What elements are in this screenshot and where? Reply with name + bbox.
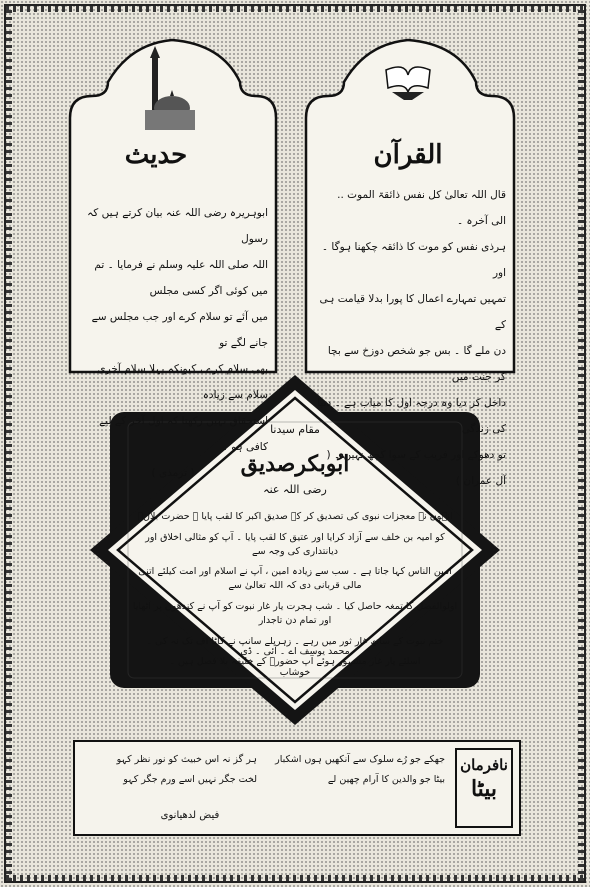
hadith-title: حدیث xyxy=(124,140,188,170)
quran-text xyxy=(314,182,506,494)
poem-line: جھکے جو رُے سلوک سے آنکھیں ہوں اشکبار xyxy=(275,754,445,765)
quran-line: ہرذی نفس کو موت کا ذائقہ چکھنا ہوگا ۔ اور xyxy=(321,241,506,279)
poem-line: لخت جگر نہیں اسے ورم جگر کہو xyxy=(123,774,257,785)
hadith-line: بھی سلام کرے ، کیونکہ پہلا سلام آخری سلام سے زیادہ xyxy=(97,363,268,401)
poem-verse-right xyxy=(275,750,445,790)
center-author-place: خوشاب xyxy=(279,667,311,678)
center-subtitle: مقام سیدنا xyxy=(270,423,320,436)
hadith-line: میں آئے تو سلام کرے اور جب مجلس سے جانے لگے تو xyxy=(91,311,268,349)
poem-verse-left xyxy=(87,750,257,790)
hadith-line: ابوہریرہ رضی اللہ عنہ بیان کرتے ہیں کہ رسول xyxy=(87,207,268,245)
hadith-line: استحقاق نہیں رکھتا کہ اول آخر کے لیے کافی ہو ۔ xyxy=(99,415,268,453)
poem-label-bottom: بیٹا xyxy=(470,776,498,802)
center-body-line: انہوں نے معجزات نبوی کی تصدیق کر کے صدیق اکبر کا لقب پایا ۔ حضرت بلالؓ xyxy=(137,511,453,522)
center-honorific: رضی اللہ عنہ xyxy=(263,483,327,496)
poem-box xyxy=(73,740,521,836)
center-body-line: کو امیہ بن خلف سے آزاد کرایا اور عتیق کا لقب پایا ۔ آپ کو مثالی اخلاق اور دیانتداری کی وجہ سے xyxy=(145,531,445,557)
poem-line: بیٹا جو والدین کا آرام چھین لے xyxy=(327,774,445,785)
hadith-citation: ( ترمذی ) xyxy=(151,467,195,479)
quran-line: قال اللہ تعالیٰ کل نفس ذائقۃ الموت .. xyxy=(337,189,506,201)
poem-line: ہر گز نہ اس خبیث کو نور نظر کہو xyxy=(116,754,257,765)
center-author: محمد یوسف اے ۔ آئی ۔ ڈی xyxy=(240,646,350,657)
center-body-line: اسلئے یار غار مشہور ہوئے آپ حضورؐ کے خلیفہ بلا فصل ہیں ۔ xyxy=(169,656,421,668)
quran-line: تو دھوکے اور فریب کے سوا کچھ نہیں ۔ ( آل عمران ) xyxy=(326,449,506,487)
quran-line: داخل کر دیا وہ درجہ اول کا میاب ہے ۔ دنیا کی زندگی xyxy=(317,397,506,435)
poet-name: فیض لدھیانوی xyxy=(160,810,220,821)
quran-line: دن ملے گا ۔ بس جو شخص دوزخ سے بچا کر جنت میں xyxy=(327,345,506,383)
quran-line: تمہیں تمہارے اعمال کا پورا بدلا قیامت ہی کے xyxy=(319,293,506,331)
center-body-line: ختم نبوت کے ساتھ غار ثور میں رہے ۔ زہریلے سانپ نے کاٹا اف تک نہ کی ۔ xyxy=(146,635,444,647)
center-body-line: اولوالفضل کا تمغہ حاصل کیا ۔ شب ہجرت یار غار نبوت کو آپ نے کندھوں پر اٹھایا اور تمام دن تاجدار xyxy=(132,601,458,627)
hadith-line: اللہ صلی اللہ علیہ وسلم نے فرمایا ۔ تم میں کوئی اگر کسی مجلس xyxy=(94,259,268,297)
center-name-heading: ابُوبکرصدیق xyxy=(240,451,350,477)
quran-title: القرآن xyxy=(373,140,443,170)
quran-line: الی آخرہ ۔ xyxy=(456,215,506,227)
poem-label-box xyxy=(455,748,513,828)
center-body-line: امین الناس کہا جاتا ہے ۔ سب سے زیادہ امین ، آپ نے اسلام اور امت کیلئے اتنی مالی قربانی دی کہ اللہ تعالیٰ سے xyxy=(138,566,452,592)
poem-label-top: نافرمان xyxy=(460,756,508,774)
hadith-text xyxy=(78,200,268,486)
